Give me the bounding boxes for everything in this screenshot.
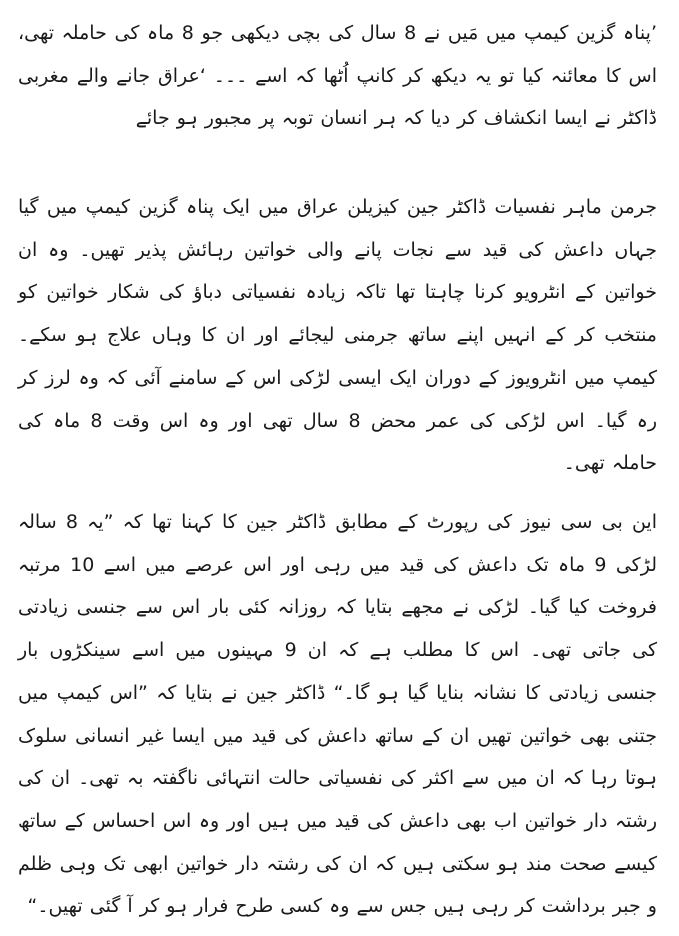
article-paragraph: این بی سی نیوز کی رپورٹ کے مطابق ڈاکٹر جین کا کہنا تھا کہ ”یہ 8 سالہ لڑکی 9 ماہ تک داعش کی قید میں رہی اور اس عرصے میں اسے 10 مرتبہ فروخت کیا گیا۔ لڑکی نے مجھے بتایا کہ روزانہ کئی بار اس سے جنسی زیادتی کی جاتی تھی۔ اس کا مطلب ہے کہ ان 9 مہینوں میں اسے سینکڑوں بار جنسی زیادتی کا نشانہ بنایا گیا ہو گا۔“ ڈاکٹر جین نے بتایا کہ ”اس کیمپ میں جتنی بھی خواتین تھیں ان کے ساتھ داعش کی قید میں ایسا غیر انسانی سلوک ہوتا رہا کہ ان میں سے اکثر کی نفسیاتی حالت انتہائی ناگفتہ بہ تھی۔ ان کی رشتہ دار خواتین اب بھی داعش کی قید میں ہیں اور وہ اس احساس کے ساتھ کیسے صحت مند ہو سکتی ہیں کہ ان کی رشتہ دار خواتین ابھی تک وہی ظلم و جبر برداشت کر رہی ہیں جس سے وہ کسی طرح فرار ہو کر آ گئی تھیں۔“ — [18, 511, 658, 918]
article-headline-paragraph: ’پناہ گزین کیمپ میں مَیں نے 8 سال کی بچی دیکھی جو 8 ماہ کی حاملہ تھی، اس کا معائنہ کیا تو یہ دیکھ کر کانپ اُٹھا کہ اسے ۔۔۔ ‘عراق جانے والے مغربی ڈاکٹر نے ایسا انکشاف کر دیا کہ ہر انسان توبہ پر مجبور ہو جائے — [18, 22, 657, 130]
article-paragraph: جرمن ماہر نفسیات ڈاکٹر جین کیزیلن عراق میں ایک پناہ گزین کیمپ میں گیا جہاں داعش کی قید سے نجات پانے والی خواتین رہائش پذیر تھیں۔ وہ ان خواتین کے انٹرویو کرنا چاہتا تھا تاکہ زیادہ نفسیاتی دباؤ کی شکار خواتین کو منتخب کر کے انہیں اپنے ساتھ جرمنی لیجائے اور ان کا وہاں علاج ہو سکے۔ کیمپ میں انٹرویوز کے دوران ایک ایسی لڑکی اس کے سامنے آئی کہ وہ لرز کر رہ گیا۔ اس لڑکی کی عمر محض 8 سال تھی اور وہ اس وقت 8 ماہ کی حاملہ تھی۔ — [18, 196, 658, 475]
